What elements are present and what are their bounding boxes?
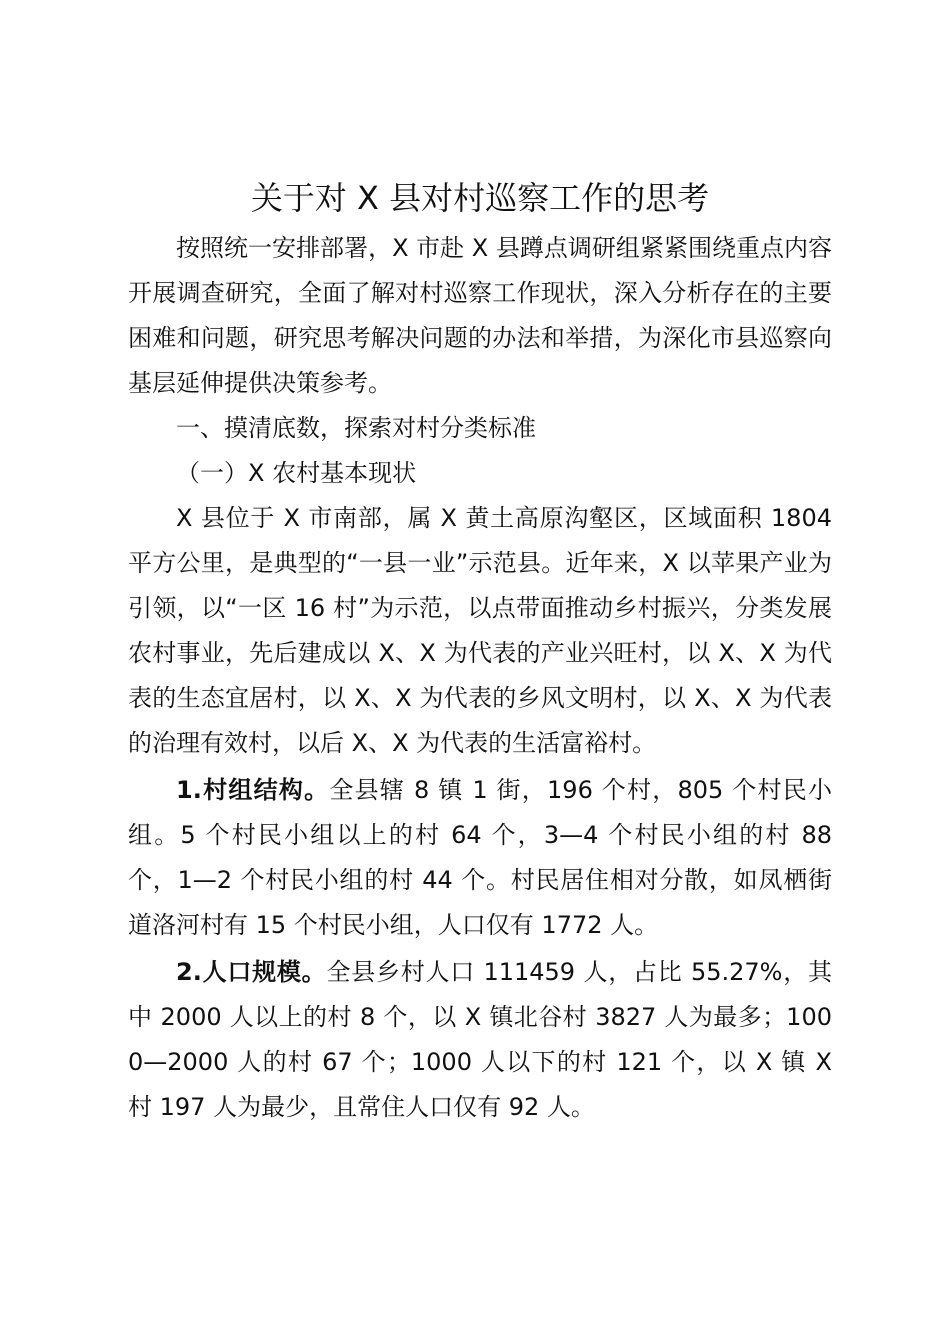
item-paragraph-population: [128, 950, 832, 1130]
intro-paragraph: 按照统一安排部署，X 市赴 X 县蹲点调研组紧紧围绕重点内容开展调查研究，全面了解对村巡察工作现状，深入分析存在的主要困难和问题，研究思考解决问题的办法和举措，为深化市县巡察向基层延伸提供决策参考。: [128, 234, 832, 397]
item-text: 全县辖 8 镇 1 街，196 个村，805 个村民小组。5 个村民小组以上的村 64 个，3—4 个村民小组的村 88 个，1—2 个村民小组的村 44 个。村民居住相对分散，如凤栖街道洛河村有 15 个村民小组，人口仅有 1772 人。: [128, 776, 832, 939]
item-lead: 2.人口规模。: [176, 958, 327, 986]
overview-paragraph: X 县位于 X 市南部，属 X 黄土高原沟壑区，区域面积 1804 平方公里，是典型的“一县一业”示范县。近年来，X 以苹果产业为引领，以“一区 16 村”为示范，以点带面推动乡村振兴，分类发展农村事业，先后建成以 X、X 为代表的产业兴旺村，以 X、X 为代表的生态宜居村，以 X、X 为代表的乡风文明村，以 X、X 为代表的治理有效村，以后 X、X 为代表的生活富裕村。: [128, 504, 832, 757]
document-page: [128, 170, 832, 1130]
document-title: 关于对 X 县对村巡察工作的思考: [250, 179, 710, 217]
section-heading: 一、摸清底数，探索对村分类标准: [176, 414, 536, 442]
item-text: 全县乡村人口 111459 人，占比 55.27%，其中 2000 人以上的村 8 个，以 X 镇北谷村 3827 人为最多；1000—2000 人的村 67 个；1000 人以下的村 121 个，以 X 镇 X 村 197 人为最少，且常住人口仅有 92 人。: [128, 958, 832, 1121]
item-lead: 1.村组结构。: [176, 776, 330, 804]
item-paragraph-village-structure: [128, 768, 832, 948]
subsection-heading: （一）X 农村基本现状: [176, 459, 417, 487]
